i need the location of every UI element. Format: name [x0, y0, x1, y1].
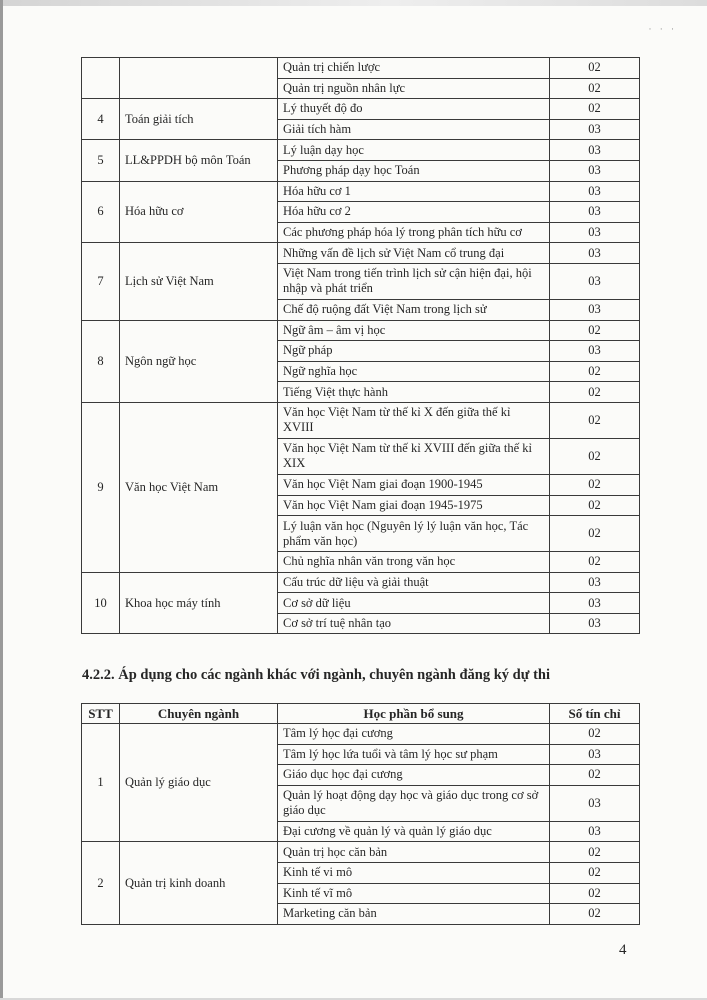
course-name: Chế độ ruộng đất Việt Nam trong lịch sử [278, 299, 550, 320]
table1-body [82, 58, 640, 634]
course-credits: 03 [550, 785, 640, 821]
supplementary-courses-table-related [81, 57, 640, 634]
course-credits: 02 [550, 361, 640, 382]
row-major: Ngôn ngữ học [120, 320, 278, 402]
row-major [120, 58, 278, 99]
course-credits: 02 [550, 765, 640, 786]
row-stt: 10 [82, 572, 120, 634]
row-major: Quản lý giáo dục [120, 724, 278, 842]
course-credits: 03 [550, 263, 640, 299]
course-name: Ngữ nghĩa học [278, 361, 550, 382]
course-credits: 03 [550, 243, 640, 264]
table-row [82, 140, 640, 161]
table-row [82, 181, 640, 202]
course-credits: 03 [550, 744, 640, 765]
course-name: Quản trị nguồn nhân lực [278, 78, 550, 99]
course-name: Quản lý hoạt động dạy học và giáo dục trong cơ sở giáo dục [278, 785, 550, 821]
course-name: Hóa hữu cơ 1 [278, 181, 550, 202]
course-credits: 02 [550, 842, 640, 863]
course-name: Những vấn đề lịch sử Việt Nam cổ trung đại [278, 243, 550, 264]
row-stt: 7 [82, 243, 120, 320]
course-credits: 02 [550, 862, 640, 883]
course-credits: 03 [550, 613, 640, 634]
table2-body [82, 724, 640, 925]
course-credits: 03 [550, 222, 640, 243]
course-name: Lý thuyết độ đo [278, 99, 550, 120]
course-name: Văn học Việt Nam từ thế kỉ XVIII đến giữa thế kỉ XIX [278, 438, 550, 474]
row-major: LL&PPDH bộ môn Toán [120, 140, 278, 181]
course-name: Văn học Việt Nam từ thế kỉ X đến giữa thế kỉ XVIII [278, 402, 550, 438]
course-credits: 03 [550, 119, 640, 140]
scan-left-edge [0, 0, 3, 1000]
course-name: Kinh tế vĩ mô [278, 883, 550, 904]
course-credits: 02 [550, 320, 640, 341]
header-major: Chuyên ngành [120, 704, 278, 724]
header-stt: STT [82, 704, 120, 724]
table-row [82, 572, 640, 593]
course-name: Cấu trúc dữ liệu và giải thuật [278, 572, 550, 593]
course-name: Tâm lý học đại cương [278, 724, 550, 745]
course-credits: 03 [550, 341, 640, 362]
course-name: Kinh tế vi mô [278, 862, 550, 883]
course-credits: 02 [550, 78, 640, 99]
course-name: Việt Nam trong tiến trình lịch sử cận hiện đại, hội nhập và phát triển [278, 263, 550, 299]
course-credits: 03 [550, 140, 640, 161]
row-major: Toán giải tích [120, 99, 278, 140]
supplementary-courses-table-other [81, 703, 640, 925]
row-stt: 4 [82, 99, 120, 140]
row-major: Hóa hữu cơ [120, 181, 278, 243]
row-stt: 1 [82, 724, 120, 842]
row-stt: 2 [82, 842, 120, 924]
row-major: Quản trị kinh doanh [120, 842, 278, 924]
row-major: Lịch sử Việt Nam [120, 243, 278, 320]
scan-top-edge [0, 0, 707, 6]
table2-header-row [82, 704, 640, 724]
course-name: Lý luận dạy học [278, 140, 550, 161]
table-row [82, 58, 640, 79]
course-credits: 02 [550, 904, 640, 925]
header-course: Học phần bổ sung [278, 704, 550, 724]
table-row [82, 842, 640, 863]
table-row [82, 724, 640, 745]
course-credits: 02 [550, 724, 640, 745]
course-credits: 02 [550, 552, 640, 573]
course-credits: 02 [550, 438, 640, 474]
course-credits: 02 [550, 58, 640, 79]
section-heading: 4.2.2. Áp dụng cho các ngành khác với ngành, chuyên ngành đăng ký dự thi [82, 667, 550, 683]
row-stt: 8 [82, 320, 120, 402]
scan-specks: · · · [648, 24, 677, 34]
course-name: Đại cương về quản lý và quản lý giáo dục [278, 821, 550, 842]
course-name: Hóa hữu cơ 2 [278, 202, 550, 223]
course-credits: 02 [550, 883, 640, 904]
course-name: Ngữ âm – âm vị học [278, 320, 550, 341]
course-name: Quản trị chiến lược [278, 58, 550, 79]
row-major: Văn học Việt Nam [120, 402, 278, 572]
course-name: Tâm lý học lứa tuổi và tâm lý học sư phạm [278, 744, 550, 765]
row-stt: 6 [82, 181, 120, 243]
course-name: Chủ nghĩa nhân văn trong văn học [278, 552, 550, 573]
course-credits: 03 [550, 821, 640, 842]
course-credits: 03 [550, 160, 640, 181]
course-name: Giáo dục học đại cương [278, 765, 550, 786]
course-name: Phương pháp dạy học Toán [278, 160, 550, 181]
course-name: Tiếng Việt thực hành [278, 382, 550, 403]
table-row [82, 320, 640, 341]
course-credits: 03 [550, 202, 640, 223]
course-credits: 02 [550, 382, 640, 403]
course-credits: 03 [550, 181, 640, 202]
table-row [82, 402, 640, 438]
header-credits: Số tín chỉ [550, 704, 640, 724]
course-credits: 03 [550, 572, 640, 593]
course-name: Văn học Việt Nam giai đoạn 1900-1945 [278, 474, 550, 495]
row-stt: 9 [82, 402, 120, 572]
course-name: Lý luận văn học (Nguyên lý lý luận văn học, Tác phẩm văn học) [278, 516, 550, 552]
row-stt [82, 58, 120, 99]
course-credits: 03 [550, 299, 640, 320]
course-credits: 02 [550, 516, 640, 552]
row-stt: 5 [82, 140, 120, 181]
course-name: Các phương pháp hóa lý trong phân tích hữu cơ [278, 222, 550, 243]
course-name: Cơ sở dữ liệu [278, 593, 550, 614]
course-name: Văn học Việt Nam giai đoạn 1945-1975 [278, 495, 550, 516]
course-name: Cơ sở trí tuệ nhân tạo [278, 613, 550, 634]
course-credits: 03 [550, 593, 640, 614]
course-name: Ngữ pháp [278, 341, 550, 362]
course-name: Marketing căn bản [278, 904, 550, 925]
course-name: Giải tích hàm [278, 119, 550, 140]
row-major: Khoa học máy tính [120, 572, 278, 634]
course-name: Quản trị học căn bản [278, 842, 550, 863]
course-credits: 02 [550, 402, 640, 438]
course-credits: 02 [550, 99, 640, 120]
page-number: 4 [619, 942, 627, 958]
table-row [82, 99, 640, 120]
course-credits: 02 [550, 474, 640, 495]
table-row [82, 243, 640, 264]
course-credits: 02 [550, 495, 640, 516]
